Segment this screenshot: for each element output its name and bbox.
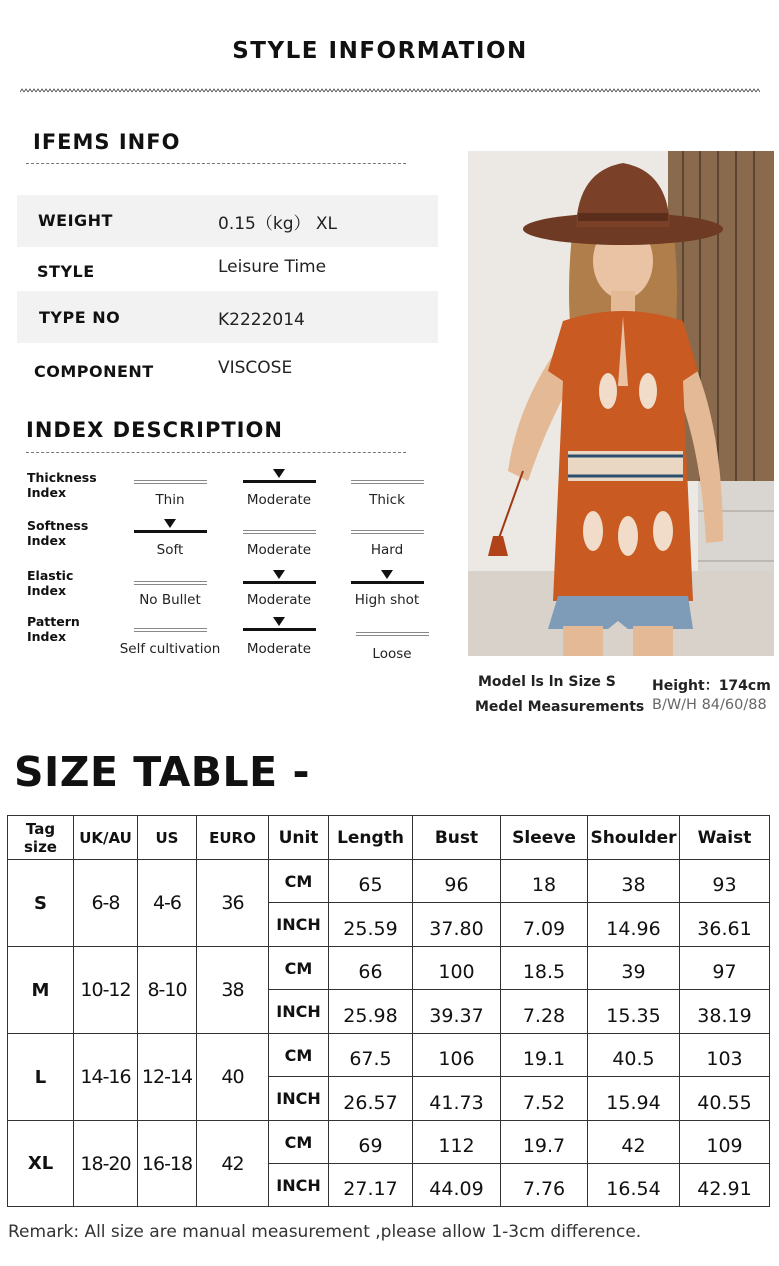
- size-table-header-cell: Waist: [680, 816, 770, 860]
- info-label: STYLE: [37, 262, 95, 281]
- size-value-cell: 37.80: [413, 903, 501, 947]
- size-table-header-cell: Shoulder: [588, 816, 680, 860]
- size-value-cell: 38.19: [680, 990, 770, 1034]
- size-value-cell: 67.5: [329, 1034, 413, 1077]
- size-uk-cell: 14-16: [74, 1034, 138, 1121]
- index-bar: [243, 530, 316, 534]
- index-bar-selected: [243, 480, 316, 483]
- size-value-cell: 97: [680, 947, 770, 990]
- size-us-cell: 16-18: [138, 1121, 197, 1207]
- size-table-header-cell: Sleeve: [501, 816, 588, 860]
- size-value-cell: 38: [588, 860, 680, 903]
- size-euro-cell: 36: [197, 860, 269, 947]
- model-size-text: Model ls ln Size S: [478, 674, 616, 690]
- items-info-divider: [26, 163, 406, 164]
- info-value: 0.15（kg） XL: [218, 214, 338, 234]
- selected-marker-icon: [273, 469, 285, 478]
- size-unit-cell: CM: [269, 1034, 329, 1077]
- size-value-cell: 39: [588, 947, 680, 990]
- size-value-cell: 18: [501, 860, 588, 903]
- size-value-cell: 14.96: [588, 903, 680, 947]
- index-label-line: Elastic: [27, 568, 74, 583]
- size-value-cell: 69: [329, 1121, 413, 1164]
- index-label-line: Index: [27, 629, 67, 644]
- size-table-row: [8, 1121, 770, 1164]
- size-value-cell: 65: [329, 860, 413, 903]
- model-measure-value: B/W/H 84/60/88: [652, 697, 767, 713]
- items-info-title: IFEMS INFO: [33, 130, 181, 154]
- info-row-weight: [17, 195, 438, 247]
- info-value: VISCOSE: [218, 358, 293, 378]
- index-option-label: No Bullet: [139, 592, 201, 608]
- remark-text: Remark: All size are manual measurement ,please allow 1-3cm difference.: [8, 1222, 642, 1242]
- size-value-cell: 7.76: [501, 1164, 588, 1207]
- size-value-cell: 36.61: [680, 903, 770, 947]
- size-value-cell: 7.09: [501, 903, 588, 947]
- info-row-type-no: [17, 291, 438, 343]
- info-row-component: [17, 345, 438, 397]
- index-bar: [134, 480, 207, 484]
- size-value-cell: 39.37: [413, 990, 501, 1034]
- size-table-header-cell: US: [138, 816, 197, 860]
- size-value-cell: 42: [588, 1121, 680, 1164]
- selected-marker-icon: [381, 570, 393, 579]
- size-tag-cell: S: [8, 860, 74, 947]
- index-option-label: Moderate: [246, 641, 312, 657]
- info-value: K2222014: [218, 310, 305, 330]
- size-uk-cell: 6-8: [74, 860, 138, 947]
- info-label: TYPE NO: [39, 308, 121, 327]
- size-tag-cell: L: [8, 1034, 74, 1121]
- size-table-header-cell: EURO: [197, 816, 269, 860]
- size-value-cell: 103: [680, 1034, 770, 1077]
- index-option-label: Moderate: [246, 592, 312, 608]
- size-uk-cell: 18-20: [74, 1121, 138, 1207]
- size-value-cell: 19.7: [501, 1121, 588, 1164]
- size-value-cell: 7.28: [501, 990, 588, 1034]
- model-measure-label: Medel Measurements: [475, 699, 645, 715]
- index-label-line: Index: [27, 533, 67, 548]
- index-label-line: Index: [27, 485, 67, 500]
- size-euro-cell: 40: [197, 1034, 269, 1121]
- index-bar: [134, 581, 207, 585]
- size-table-header-cell: Tag size: [8, 816, 74, 860]
- index-option-label: High shot: [354, 592, 420, 608]
- size-value-cell: 41.73: [413, 1077, 501, 1121]
- index-option-label: Moderate: [246, 492, 312, 508]
- size-unit-cell: INCH: [269, 1077, 329, 1121]
- index-label-line: Pattern: [27, 614, 80, 629]
- index-option-label: Thick: [369, 492, 405, 508]
- selected-marker-icon: [273, 570, 285, 579]
- size-value-cell: 42.91: [680, 1164, 770, 1207]
- size-value-cell: 16.54: [588, 1164, 680, 1207]
- info-label: WEIGHT: [38, 211, 113, 230]
- size-euro-cell: 42: [197, 1121, 269, 1207]
- size-unit-cell: INCH: [269, 990, 329, 1034]
- size-value-cell: 25.98: [329, 990, 413, 1034]
- size-us-cell: 12-14: [138, 1034, 197, 1121]
- wavy-divider: [20, 88, 760, 94]
- size-table-row: [8, 947, 770, 990]
- model-photo-illustration: [468, 151, 774, 656]
- size-us-cell: 4-6: [138, 860, 197, 947]
- index-option-label: Hard: [370, 542, 404, 558]
- index-option-label: Soft: [156, 542, 184, 558]
- size-uk-cell: 10-12: [74, 947, 138, 1034]
- size-value-cell: 7.52: [501, 1077, 588, 1121]
- size-tag-cell: XL: [8, 1121, 74, 1207]
- size-value-cell: 40.5: [588, 1034, 680, 1077]
- index-option-label: Moderate: [246, 542, 312, 558]
- size-value-cell: 19.1: [501, 1034, 588, 1077]
- index-option-label: Thin: [155, 492, 185, 508]
- size-value-cell: 96: [413, 860, 501, 903]
- index-description-divider: [26, 452, 406, 453]
- index-option-label: Self cultivation: [119, 641, 221, 657]
- size-value-cell: 93: [680, 860, 770, 903]
- size-unit-cell: CM: [269, 947, 329, 990]
- size-tag-cell: M: [8, 947, 74, 1034]
- size-value-cell: 15.94: [588, 1077, 680, 1121]
- size-value-cell: 44.09: [413, 1164, 501, 1207]
- index-bar: [351, 530, 424, 534]
- index-label-line: Index: [27, 583, 67, 598]
- size-value-cell: 27.17: [329, 1164, 413, 1207]
- size-euro-cell: 38: [197, 947, 269, 1034]
- size-value-cell: 15.35: [588, 990, 680, 1034]
- size-value-cell: 18.5: [501, 947, 588, 990]
- size-table-row: [8, 1034, 770, 1077]
- index-bar-selected: [134, 530, 207, 533]
- model-photo: [468, 151, 774, 656]
- page-title: STYLE INFORMATION: [232, 38, 528, 64]
- index-label: [27, 518, 88, 548]
- info-label: COMPONENT: [34, 362, 154, 381]
- size-value-cell: 109: [680, 1121, 770, 1164]
- index-label: [27, 614, 80, 644]
- index-option-label: Loose: [372, 646, 412, 662]
- index-bar: [134, 628, 207, 632]
- selected-marker-icon: [164, 519, 176, 528]
- size-value-cell: 40.55: [680, 1077, 770, 1121]
- size-table: [7, 815, 770, 1207]
- size-table-header-cell: Bust: [413, 816, 501, 860]
- index-bar-selected: [243, 581, 316, 584]
- index-label: [27, 568, 73, 598]
- index-bar-selected: [243, 628, 316, 631]
- info-value: Leisure Time: [218, 257, 327, 277]
- size-unit-cell: INCH: [269, 1164, 329, 1207]
- size-value-cell: 25.59: [329, 903, 413, 947]
- size-value-cell: 66: [329, 947, 413, 990]
- size-unit-cell: CM: [269, 1121, 329, 1164]
- size-value-cell: 100: [413, 947, 501, 990]
- size-unit-cell: CM: [269, 860, 329, 903]
- size-table-header-cell: Unit: [269, 816, 329, 860]
- index-bar: [356, 632, 429, 636]
- size-value-cell: 106: [413, 1034, 501, 1077]
- index-bar: [351, 480, 424, 484]
- index-description-title: INDEX DESCRIPTION: [26, 418, 283, 442]
- index-label-line: Thickness: [27, 470, 97, 485]
- size-table-header-row: [8, 816, 770, 860]
- size-table-title: SIZE TABLE -: [14, 748, 310, 796]
- index-label: [27, 470, 97, 500]
- selected-marker-icon: [273, 617, 285, 626]
- size-value-cell: 112: [413, 1121, 501, 1164]
- size-table-row: [8, 860, 770, 903]
- index-bar-selected: [351, 581, 424, 584]
- size-table-header-cell: Length: [329, 816, 413, 860]
- model-height-text: Height：174cm: [652, 678, 771, 694]
- size-table-header-cell: UK/AU: [74, 816, 138, 860]
- index-label-line: Softness: [27, 518, 89, 533]
- size-value-cell: 26.57: [329, 1077, 413, 1121]
- size-unit-cell: INCH: [269, 903, 329, 947]
- size-us-cell: 8-10: [138, 947, 197, 1034]
